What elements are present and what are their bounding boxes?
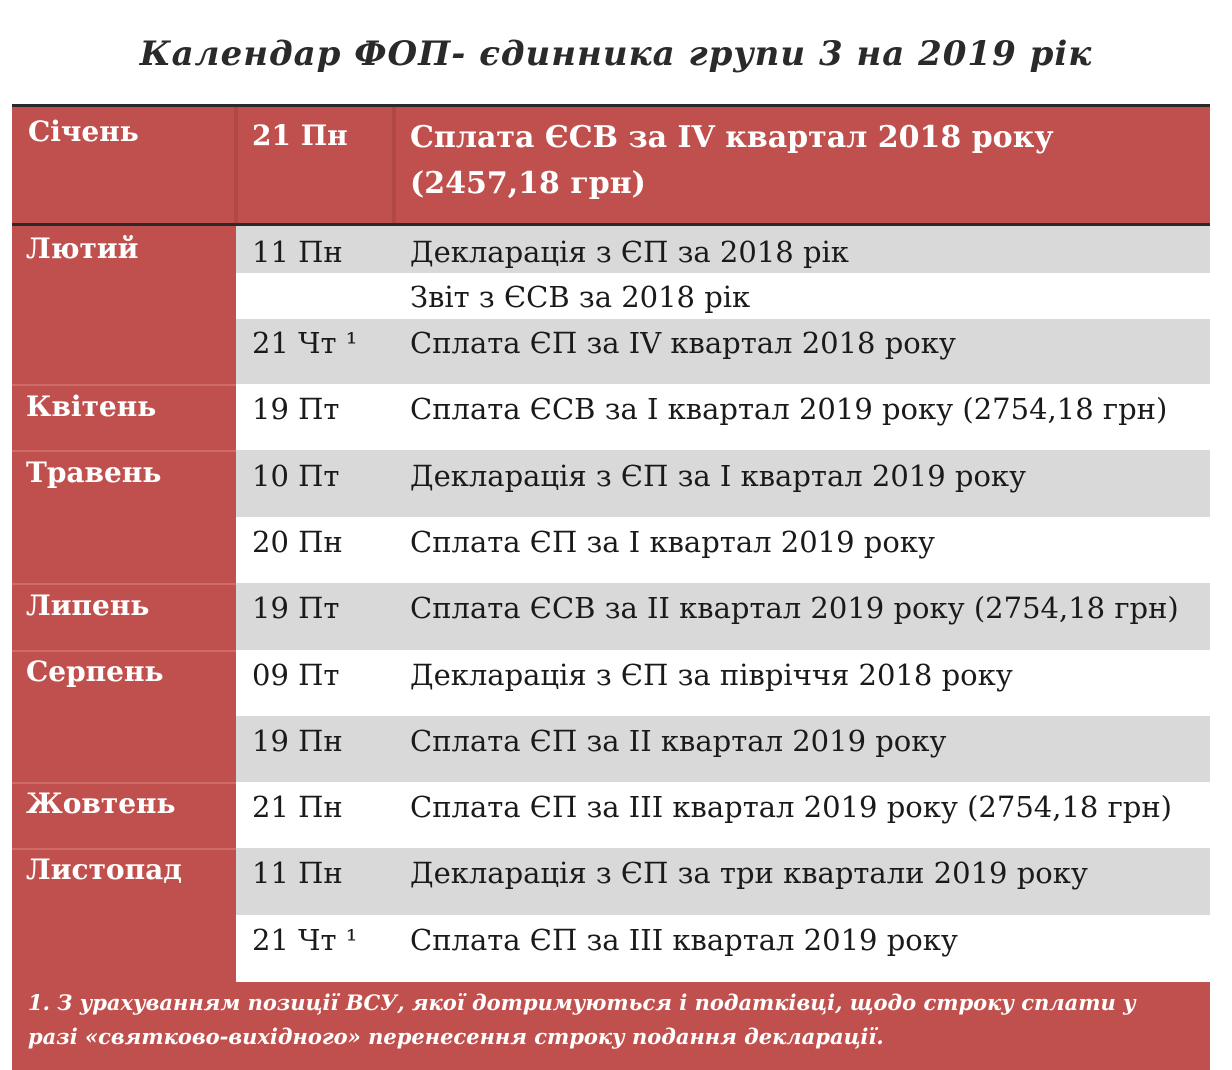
month-divider bbox=[12, 450, 236, 452]
footnote-text: 1. З урахуванням позиції ВСУ, якої дотримуються і податківці, щодо строку сплати у разі «святково-вихідного» перенесення строку подання декларації. bbox=[28, 990, 1136, 1049]
month-label: Серпень bbox=[26, 655, 164, 688]
month-divider bbox=[12, 782, 236, 784]
row-event: Звіт з ЄСВ за 2018 рік bbox=[410, 280, 751, 314]
row-date: 19 Пн bbox=[252, 724, 343, 758]
header-date: 21 Пн bbox=[252, 119, 348, 152]
row-event: Декларація з ЄП за I квартал 2019 року bbox=[410, 459, 1027, 493]
month-divider bbox=[12, 848, 236, 850]
page-title: Календар ФОП- єдинника групи 3 на 2019 рік bbox=[139, 34, 1093, 74]
row-date: 19 Пт bbox=[252, 591, 340, 625]
row-event: Декларація з ЄП за півріччя 2018 року bbox=[410, 658, 1013, 692]
header-row bbox=[12, 107, 1210, 223]
row-event: Сплата ЄСВ за II квартал 2019 року (2754,18 грн) bbox=[410, 591, 1179, 625]
row-date: 09 Пт bbox=[252, 658, 340, 692]
row-event: Декларація з ЄП за 2018 рік bbox=[410, 235, 849, 269]
header-divider bbox=[234, 107, 238, 223]
row-date: 11 Пн bbox=[252, 856, 343, 890]
row-event: Сплата ЄП за IV квартал 2018 року bbox=[410, 326, 956, 360]
row-date: 21 Чт ¹ bbox=[252, 923, 358, 957]
row-event: Сплата ЄП за III квартал 2019 року bbox=[410, 923, 958, 957]
row-event: Сплата ЄСВ за I квартал 2019 року (2754,18 грн) bbox=[410, 392, 1168, 426]
row-event: Сплата ЄП за II квартал 2019 року bbox=[410, 724, 947, 758]
row-date: 21 Чт ¹ bbox=[252, 326, 358, 360]
row-event: Сплата ЄП за III квартал 2019 року (2754,18 грн) bbox=[410, 790, 1172, 824]
month-label: Квітень bbox=[26, 390, 157, 423]
month-label: Травень bbox=[26, 456, 162, 489]
row-event: Сплата ЄП за I квартал 2019 року bbox=[410, 525, 935, 559]
row-date: 20 Пн bbox=[252, 525, 343, 559]
month-label: Листопад bbox=[26, 853, 182, 886]
month-label: Липень bbox=[26, 589, 150, 622]
header-month: Січень bbox=[28, 115, 139, 148]
month-label: Лютий bbox=[26, 232, 139, 265]
month-divider bbox=[12, 583, 236, 585]
month-label: Жовтень bbox=[26, 787, 176, 820]
row-date: 21 Пн bbox=[252, 790, 343, 824]
month-divider bbox=[12, 650, 236, 652]
row-date: 10 Пт bbox=[252, 459, 340, 493]
header-event: Сплата ЄСВ за IV квартал 2018 року (2457,18 грн) bbox=[410, 120, 1054, 201]
row-date: 11 Пн bbox=[252, 235, 343, 269]
row-event: Декларація з ЄП за три квартали 2019 року bbox=[410, 856, 1088, 890]
row-date: 19 Пт bbox=[252, 392, 340, 426]
header-divider bbox=[392, 107, 396, 223]
month-divider bbox=[12, 384, 236, 386]
